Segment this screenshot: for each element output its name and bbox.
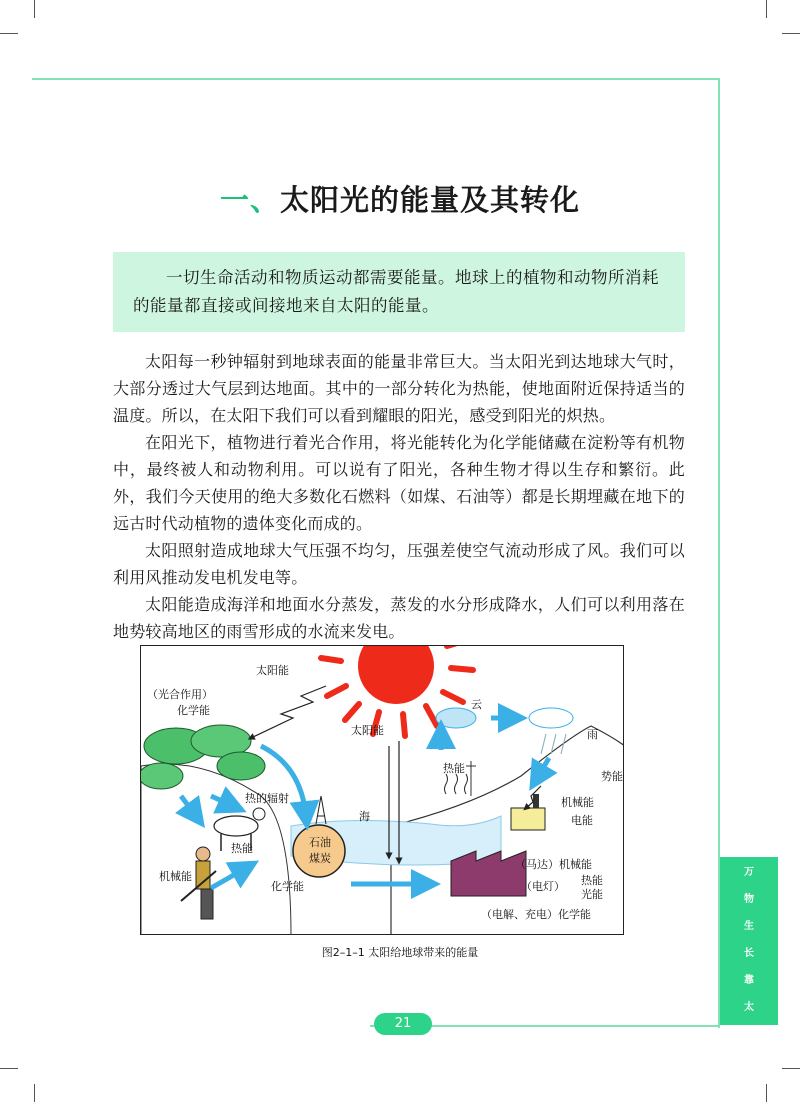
label-heat-energy: 热能 xyxy=(231,842,253,855)
label-solar-energy: 太阳能 xyxy=(256,664,289,677)
heat-wave-icon xyxy=(445,774,468,794)
chapter-side-tab xyxy=(720,857,778,1040)
crop-mark xyxy=(782,33,800,34)
paragraph: 太阳能造成海洋和地面水分蒸发，蒸发的水分形成降水，人们可以利用落在地势较高地区的雨雪形成的水流来发电。 xyxy=(113,595,685,641)
energy-diagram xyxy=(140,645,624,935)
figure-caption: 图2–1–1 太阳给地球带来的能量 xyxy=(321,946,479,959)
crop-mark xyxy=(782,1068,800,1069)
side-tab-char: 万 xyxy=(744,867,754,878)
summary-text: 一切生命活动和物质运动都需要能量。地球上的植物和动物所消耗的能量都直接或间接地来自太阳的能量。 xyxy=(133,268,659,315)
label-light-energy: 光能 xyxy=(581,888,603,901)
label-heat-energy: 热能 xyxy=(581,874,603,887)
label-potential-energy: 势能 xyxy=(601,770,623,783)
label-motor-mechanical: （马达）机械能 xyxy=(515,858,592,871)
label-lamp: （电灯） xyxy=(521,880,565,893)
body-text xyxy=(113,348,685,645)
paragraph: 太阳照射造成地球大气压强不均匀，压强差使空气流动形成了风。我们可以利用风推动发电机发电等。 xyxy=(113,541,685,587)
label-chemical-energy: 化学能 xyxy=(177,704,210,717)
oil-rig-icon xyxy=(316,796,326,824)
label-heat-radiation: 热的辐射 xyxy=(245,792,289,805)
side-tab-char: 太 xyxy=(744,1002,754,1013)
page-frame-top xyxy=(32,78,720,80)
label-mechanical-energy: 机械能 xyxy=(561,796,594,809)
label-sea: 海 xyxy=(359,810,370,823)
rain-cloud-icon xyxy=(529,708,573,728)
crop-mark xyxy=(34,1084,35,1102)
label-electric-energy: 电能 xyxy=(571,814,593,827)
side-tab-char: 长 xyxy=(744,948,754,959)
crop-mark xyxy=(766,0,767,18)
paragraph: 太阳每一秒钟辐射到地球表面的能量非常巨大。当太阳光到达地球大气时，大部分透过大气层到达地面。其中的一部分转化为热能，使地面附近保持适当的温度。所以，在太阳下我们可以看到耀眼的阳光，感受到阳光的炽热。 xyxy=(113,352,685,425)
paragraph: 在阳光下，植物进行着光合作用，将光能转化为化学能储藏在淀粉等有机物中，最终被人和动物利用。可以说有了阳光，各种生物才得以生存和繁衍。此外，我们今天使用的绝大多数化石燃料（如煤、石油等）都是长期埋藏在地下的远古时代动植物的遗体变化而成的。 xyxy=(113,433,685,533)
label-cloud: 云 xyxy=(471,698,482,711)
page-number: 21 xyxy=(374,1013,432,1035)
label-mechanical-energy: 机械能 xyxy=(159,870,192,883)
crop-mark xyxy=(0,1068,18,1069)
crop-mark xyxy=(766,1084,767,1102)
cloud-icon xyxy=(436,708,476,728)
section-title-text: 太阳光的能量及其转化 xyxy=(280,183,581,217)
summary-box xyxy=(113,252,685,332)
side-tab-char: 阳 xyxy=(744,1029,754,1040)
section-number: 一、 xyxy=(219,183,280,217)
label-heat-energy: 热能 xyxy=(443,762,465,775)
label-rain: 雨 xyxy=(587,728,598,741)
label-chemical-energy: 化学能 xyxy=(271,880,304,893)
side-tab-char: 物 xyxy=(744,894,754,905)
crop-mark xyxy=(34,0,35,18)
side-tab-char: 靠 xyxy=(744,975,754,986)
label-photosynthesis: （光合作用） xyxy=(147,688,213,701)
section-title xyxy=(0,178,800,219)
side-tab-char: 生 xyxy=(744,921,754,932)
label-oil: 石油 xyxy=(309,836,331,849)
label-solar-energy: 太阳能 xyxy=(351,724,384,737)
label-coal: 煤炭 xyxy=(309,852,331,865)
label-electrolysis: （电解、充电）化学能 xyxy=(481,908,591,921)
crop-mark xyxy=(0,33,18,34)
